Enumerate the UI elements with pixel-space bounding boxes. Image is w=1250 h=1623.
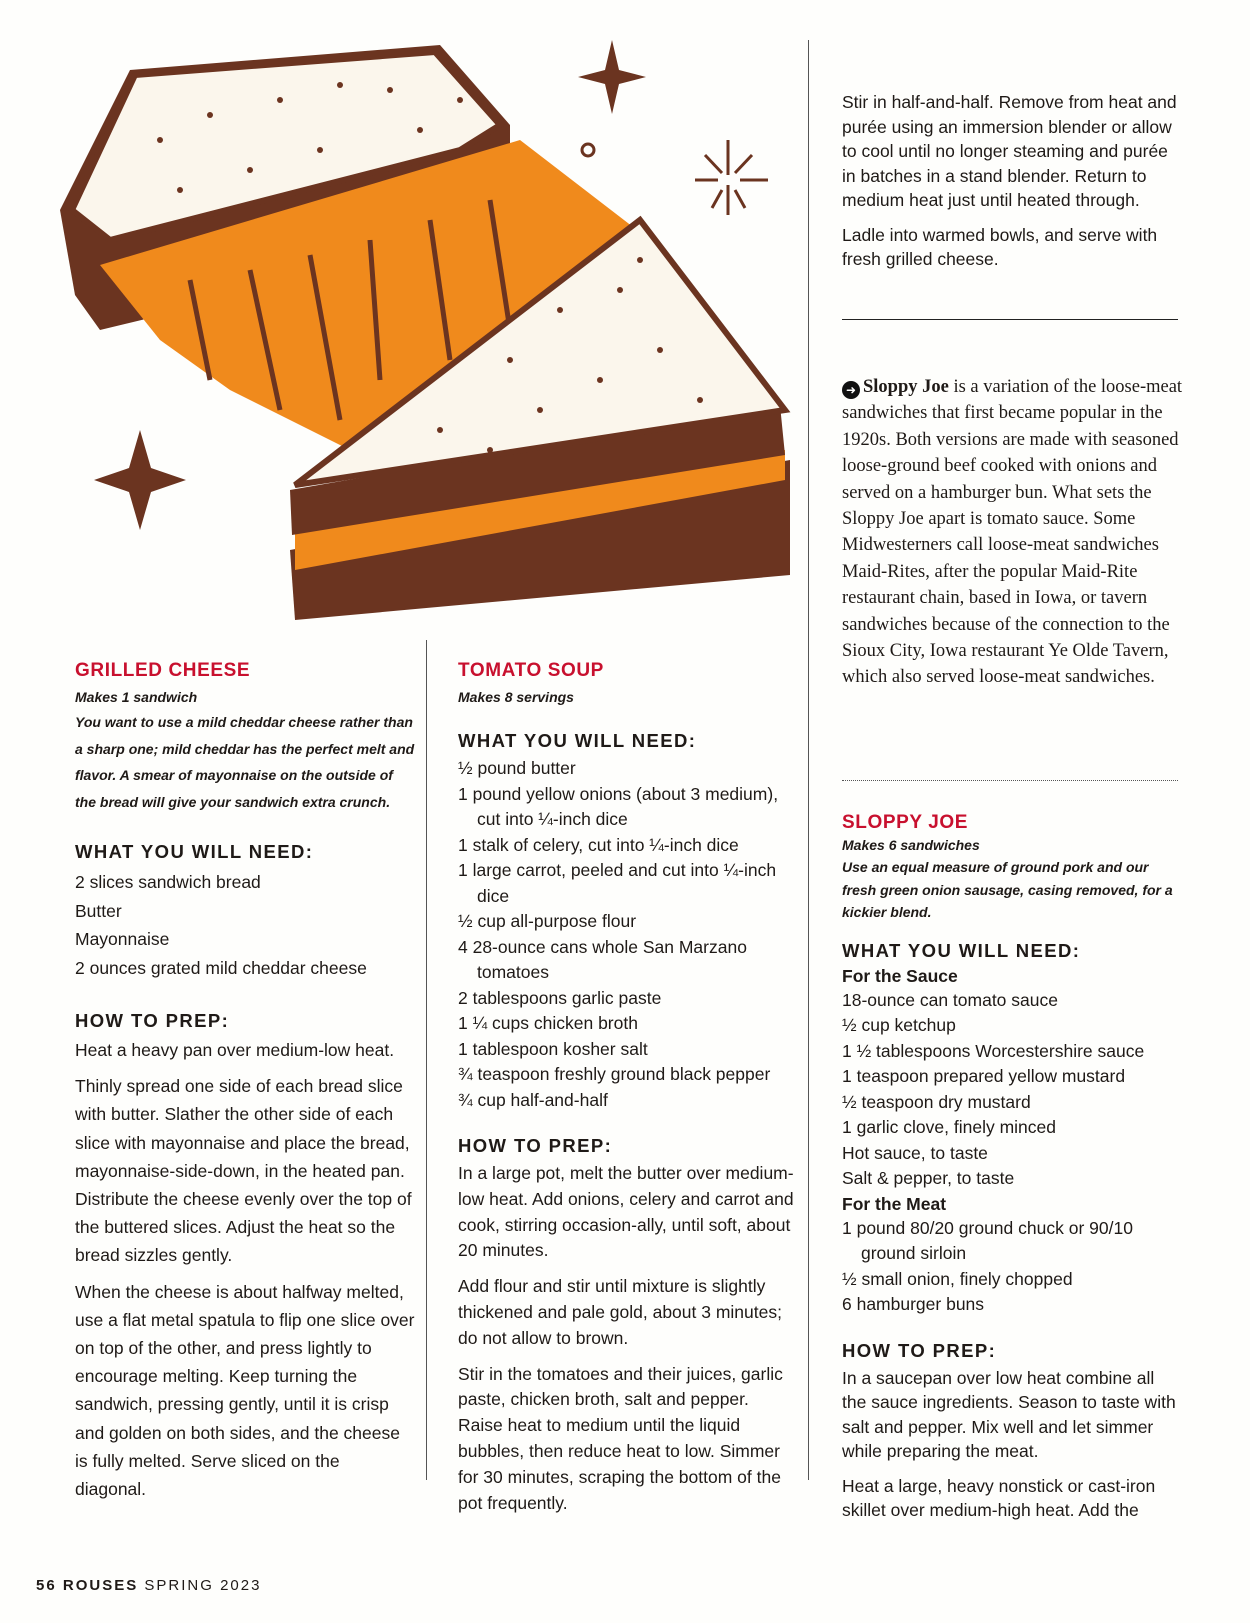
ingredient-item: ½ cup ketchup (842, 1015, 956, 1035)
instruction-step: Thinly spread one side of each bread slice with butter. Slather the other side of each slice with mayonnaise and place the bread, mayonnaise-side-down, in the heated pan. Distribute the cheese evenly over the top of the buttered slices. Adjust the heat so the bread sizzles gently. (75, 1076, 412, 1266)
ingredient-item: 4 28-ounce cans whole San Marzano tomatoes (458, 936, 747, 982)
recipe-intro: You want to use a mild cheddar cheese rather than a sharp one; mild cheddar has the perfect melt and flavor. A smear of mayonnaise on the outside of the bread will give your sandwich extra crunch. (75, 714, 415, 810)
ingredient-item: Butter (75, 900, 122, 921)
instruction-step: In a saucepan over low heat combine all the sauce ingredients. Season to taste with salt and pepper. Mix well and let simmer while preparing the meat. (842, 1367, 1176, 1461)
ingredient-item: 1 tablespoon kosher salt (458, 1038, 648, 1059)
instruction-step: When the cheese is about halfway melted, use a flat metal spatula to flip one slice over on top of the other, and press lightly to encourage melting. Keep turning the sandwich, pressing gently, until it is crisp and golden on both sides, and the cheese is fully melted. Serve sliced on the diagonal. (75, 1281, 415, 1500)
recipe-title: GRILLED CHEESE (75, 660, 251, 681)
ingredient-item: 18-ounce can tomato sauce (842, 989, 1058, 1010)
ingredient-item: ½ small onion, finely chopped (842, 1268, 1073, 1289)
recipe-title: SLOPPY JOE (842, 812, 969, 833)
instruction-step: In a large pot, melt the butter over medium-low heat. Add onions, celery and carrot and cook, stirring occasion-ally, until soft, about 20 minutes. (458, 1163, 794, 1261)
instruction-step: Heat a large, heavy nonstick or cast-iron skillet over medium-high heat. Add the (842, 1475, 1156, 1520)
ingredient-subheading: For the Meat (842, 1193, 947, 1214)
sparkle-burst-icon (695, 140, 768, 215)
ingredient-list (75, 868, 415, 982)
ingredient-item: Salt & pepper, to taste (842, 1168, 1015, 1188)
note-text: is a variation of the loose-meat sandwiches that first became popular in the 1920s. Both versions are made with seasoned loose-ground beef cooked with onions and served on a hamburger bun. What sets the Sloppy Joe apart is tomato sauce. Some Midwesterners call loose-meat sandwiches Maid-Rites, after the popular Maid-Rite restaurant chain, based in Iowa, or tavern sandwiches because of the connection to the Sioux City, Iowa restaurant Ye Olde Tavern, which also served loose-meat sandwiches. (842, 377, 1183, 688)
ingredient-item: 1 garlic clove, finely minced (842, 1117, 1056, 1137)
ingredient-item: ¾ teaspoon freshly ground black pepper (458, 1064, 771, 1084)
column-divider (808, 40, 809, 1480)
magazine-brand: ROUSES (62, 1577, 139, 1594)
ingredient-item: ½ cup all-purpose flour (458, 911, 637, 931)
ingredient-item: 1 pound yellow onions (about 3 medium), cut into ¼-inch dice (458, 783, 779, 829)
sloppy-joe-recipe (842, 812, 1182, 1523)
ingredients-heading: WHAT YOU WILL NEED: (458, 730, 697, 751)
ingredient-item: ½ pound butter (458, 758, 576, 778)
sloppy-joe-history-note (842, 374, 1192, 691)
sparkle-dot-icon (582, 144, 594, 156)
ingredients-heading: WHAT YOU WILL NEED: (842, 939, 1081, 961)
note-lead: Sloppy Joe (863, 377, 949, 397)
column-divider (426, 640, 427, 1480)
prep-heading: HOW TO PREP: (75, 1010, 230, 1031)
grilled-cheese-recipe (75, 660, 415, 1503)
magazine-issue: SPRING 2023 (144, 1577, 262, 1594)
arrow-right-icon: ➜ (842, 381, 860, 399)
instruction-step: Ladle into warmed bowls, and serve with fresh grilled cheese. (842, 224, 1158, 269)
instruction-step: Add flour and stir until mixture is slightly thickened and pale gold, about 3 minutes; do not allow to brown. (458, 1276, 782, 1348)
ingredient-list (842, 1216, 1182, 1318)
dotted-divider (842, 780, 1178, 781)
section-rule (842, 319, 1178, 320)
instruction-step: Heat a heavy pan over medium-low heat. (75, 1040, 395, 1060)
ingredient-list (458, 756, 798, 1113)
recipe-intro: Use an equal measure of ground pork and our fresh green onion sausage, casing removed, for a kickier blend. (842, 859, 1173, 920)
ingredient-item: 2 slices sandwich bread (75, 872, 261, 892)
grilled-cheese-illustration (40, 30, 820, 630)
ingredient-item: 1 pound 80/20 ground chuck or 90/10 ground sirloin (842, 1217, 1133, 1263)
page-number: 56 (36, 1577, 57, 1594)
instruction-step: Stir in half-and-half. Remove from heat and purée using an immersion blender or allow to cool until no longer steaming and purée in batches in a stand blender. Return to medium heat just until heated through. (842, 92, 1177, 210)
recipe-title: TOMATO SOUP (458, 660, 604, 681)
ingredient-subheading: For the Sauce (842, 965, 958, 986)
ingredient-list (842, 988, 1182, 1192)
ingredient-item: 2 ounces grated mild cheddar cheese (75, 957, 367, 978)
page-footer (36, 1577, 261, 1594)
ingredient-item: 1 large carrot, peeled and cut into ¼-inch dice (458, 860, 777, 906)
ingredient-item: ½ teaspoon dry mustard (842, 1091, 1031, 1112)
recipe-yield: Makes 8 servings (458, 689, 574, 705)
sparkle-star-icon (578, 40, 646, 114)
ingredients-heading: WHAT YOU WILL NEED: (75, 841, 314, 862)
instruction-step: Stir in the tomatoes and their juices, garlic paste, chicken broth, salt and pepper. Raise heat to medium until the liquid bubbles, then reduce heat to low. Simmer for 30 minutes, scraping the bottom of the pot frequently. (458, 1363, 783, 1513)
ingredient-item: 1 ¼ cups chicken broth (458, 1013, 638, 1033)
tomato-soup-recipe (458, 660, 798, 1516)
prep-heading: HOW TO PREP: (458, 1135, 613, 1156)
tomato-soup-continued (842, 86, 1178, 272)
sparkle-star-icon (94, 430, 186, 530)
ingredient-item: 1 ½ tablespoons Worcestershire sauce (842, 1040, 1145, 1061)
ingredient-item: Mayonnaise (75, 929, 170, 949)
ingredient-item: Hot sauce, to taste (842, 1142, 988, 1163)
recipe-yield: Makes 1 sandwich (75, 689, 198, 705)
ingredient-item: 1 stalk of celery, cut into ¼-inch dice (458, 834, 739, 855)
ingredient-item: 6 hamburger buns (842, 1294, 985, 1314)
ingredient-item: 2 tablespoons garlic paste (458, 987, 662, 1008)
prep-heading: HOW TO PREP: (842, 1339, 997, 1361)
ingredient-item: ¾ cup half-and-half (458, 1089, 608, 1110)
recipe-yield: Makes 6 sandwiches (842, 837, 980, 853)
ingredient-item: 1 teaspoon prepared yellow mustard (842, 1066, 1126, 1086)
